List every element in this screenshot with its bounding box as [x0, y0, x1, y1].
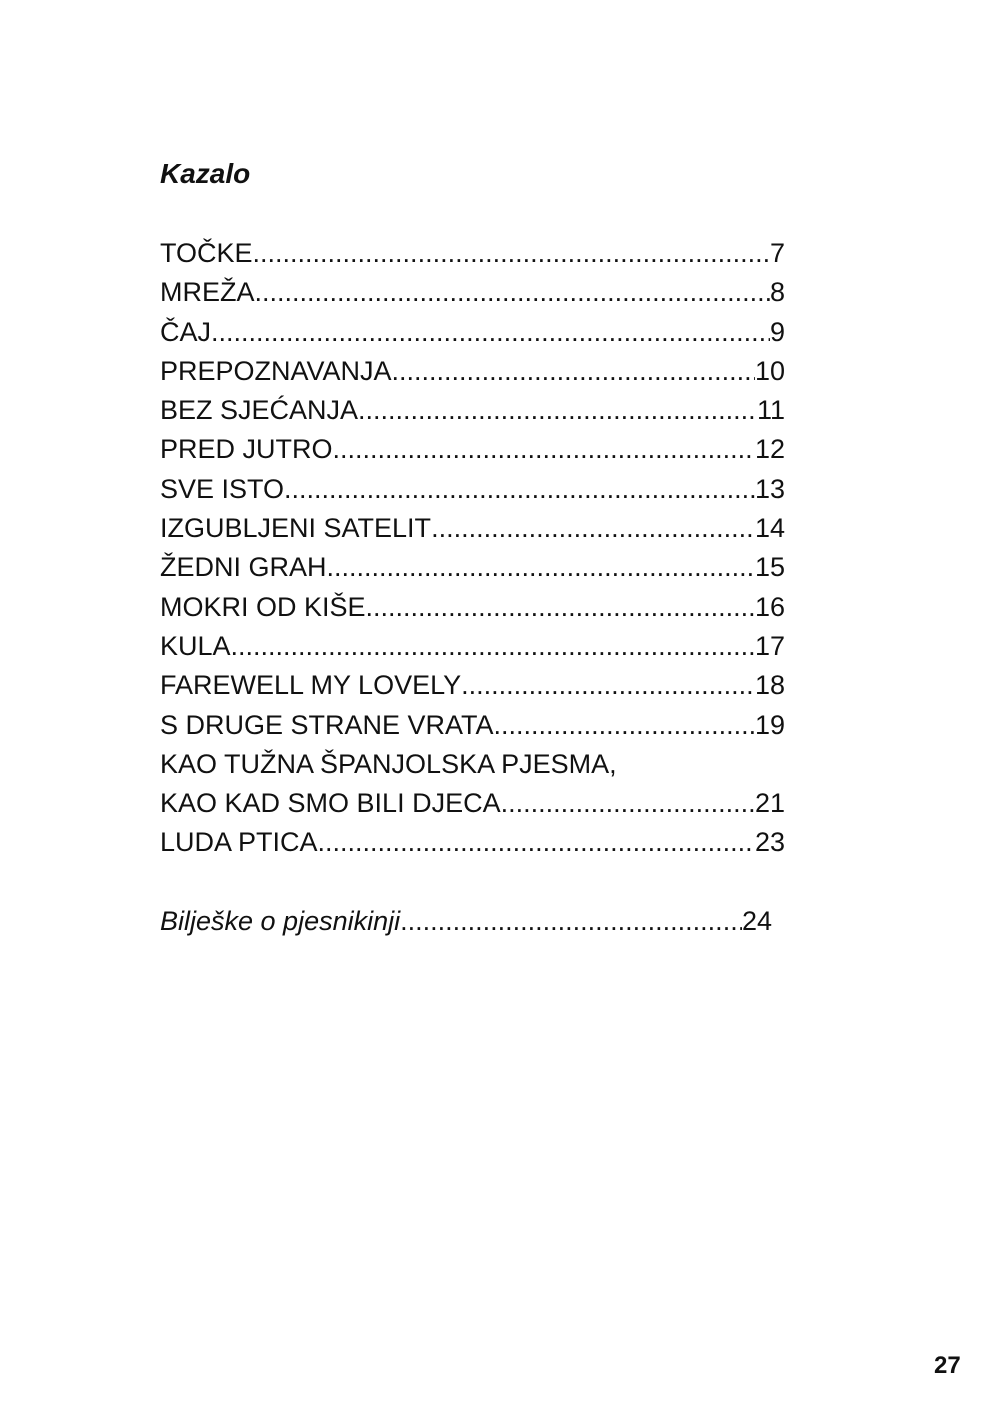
leader-dots	[318, 823, 755, 862]
toc-entry	[160, 273, 785, 312]
leader-dots	[431, 509, 755, 548]
leader-dots	[255, 273, 770, 312]
toc-entry-title: IZGUBLJENI SATELIT	[160, 513, 432, 544]
notes-entry-title: Bilješke o pjesnikinji	[160, 906, 401, 936]
toc-entry-title: KAO TUŽNA ŠPANJOLSKA PJESMA,	[160, 748, 617, 779]
toc-entry-page: 11	[756, 395, 785, 426]
toc-entry-title: TOČKE	[160, 238, 253, 268]
toc-entry-page: 9	[769, 316, 785, 347]
toc-entry	[160, 430, 785, 469]
toc-entry-title: MREŽA	[160, 277, 255, 308]
leader-dots	[494, 706, 755, 745]
toc-entry-page: 13	[754, 473, 785, 504]
toc-entry	[160, 706, 785, 745]
table-of-contents	[160, 234, 785, 863]
leader-dots	[231, 627, 755, 666]
toc-entry-page: 14	[754, 513, 785, 544]
toc-entry	[160, 745, 785, 784]
toc-entry-page: 12	[754, 434, 785, 465]
notes-entry	[160, 902, 772, 941]
toc-entry	[160, 588, 785, 627]
leader-dots	[284, 470, 755, 509]
toc-entry-title: FAREWELL MY LOVELY	[160, 670, 462, 701]
toc-entry	[160, 509, 785, 548]
toc-entry-title: KAO KAD SMO BILI DJECA	[160, 788, 501, 819]
toc-entry-title: KULA	[160, 630, 231, 661]
leader-dots	[366, 588, 755, 627]
page-number: 27	[934, 1352, 961, 1379]
toc-entry-title: ČAJ	[160, 316, 212, 347]
toc-entry-title: LUDA PTICA	[160, 827, 318, 858]
leader-dots	[211, 313, 770, 352]
leader-dots	[392, 352, 755, 391]
leader-dots	[400, 902, 742, 941]
toc-entry	[160, 784, 785, 823]
notes-entry-page: 24	[741, 906, 772, 936]
toc-entry-page: 8	[769, 277, 785, 308]
leader-dots	[501, 784, 755, 823]
toc-entry-title: MOKRI OD KIŠE	[160, 591, 366, 622]
toc-entry-page: 7	[769, 238, 785, 268]
leader-dots	[333, 430, 755, 469]
leader-dots	[358, 391, 757, 430]
toc-entry-page: 10	[754, 355, 785, 386]
toc-entry-page: 15	[754, 552, 785, 583]
leader-dots	[461, 666, 755, 705]
toc-entry-title: PREPOZNAVANJA	[160, 355, 392, 386]
page-title: Kazalo	[160, 158, 251, 189]
toc-entry-page: 18	[754, 670, 785, 701]
toc-entry-title: SVE ISTO	[160, 473, 285, 504]
toc-entry	[160, 666, 785, 705]
leader-dots	[253, 234, 770, 273]
toc-entry-title: ŽEDNI GRAH	[160, 552, 327, 583]
toc-entry-title: PRED JUTRO	[160, 434, 333, 465]
toc-entry-page: 19	[754, 709, 785, 740]
toc-entry	[160, 470, 785, 509]
toc-entry	[160, 391, 785, 430]
toc-entry	[160, 548, 785, 587]
leader-dots	[327, 548, 755, 587]
toc-entry	[160, 823, 785, 862]
toc-entry-title: S DRUGE STRANE VRATA	[160, 709, 494, 740]
toc-entry	[160, 352, 785, 391]
toc-entry-page: 21	[754, 788, 785, 819]
toc-entry	[160, 234, 785, 273]
toc-entry-page: 23	[754, 827, 785, 858]
toc-entry	[160, 627, 785, 666]
toc-entry-page: 17	[754, 630, 785, 661]
toc-entry-title: BEZ SJEĆANJA	[160, 395, 359, 426]
toc-entry-page: 16	[754, 591, 785, 622]
toc-entry	[160, 313, 785, 352]
